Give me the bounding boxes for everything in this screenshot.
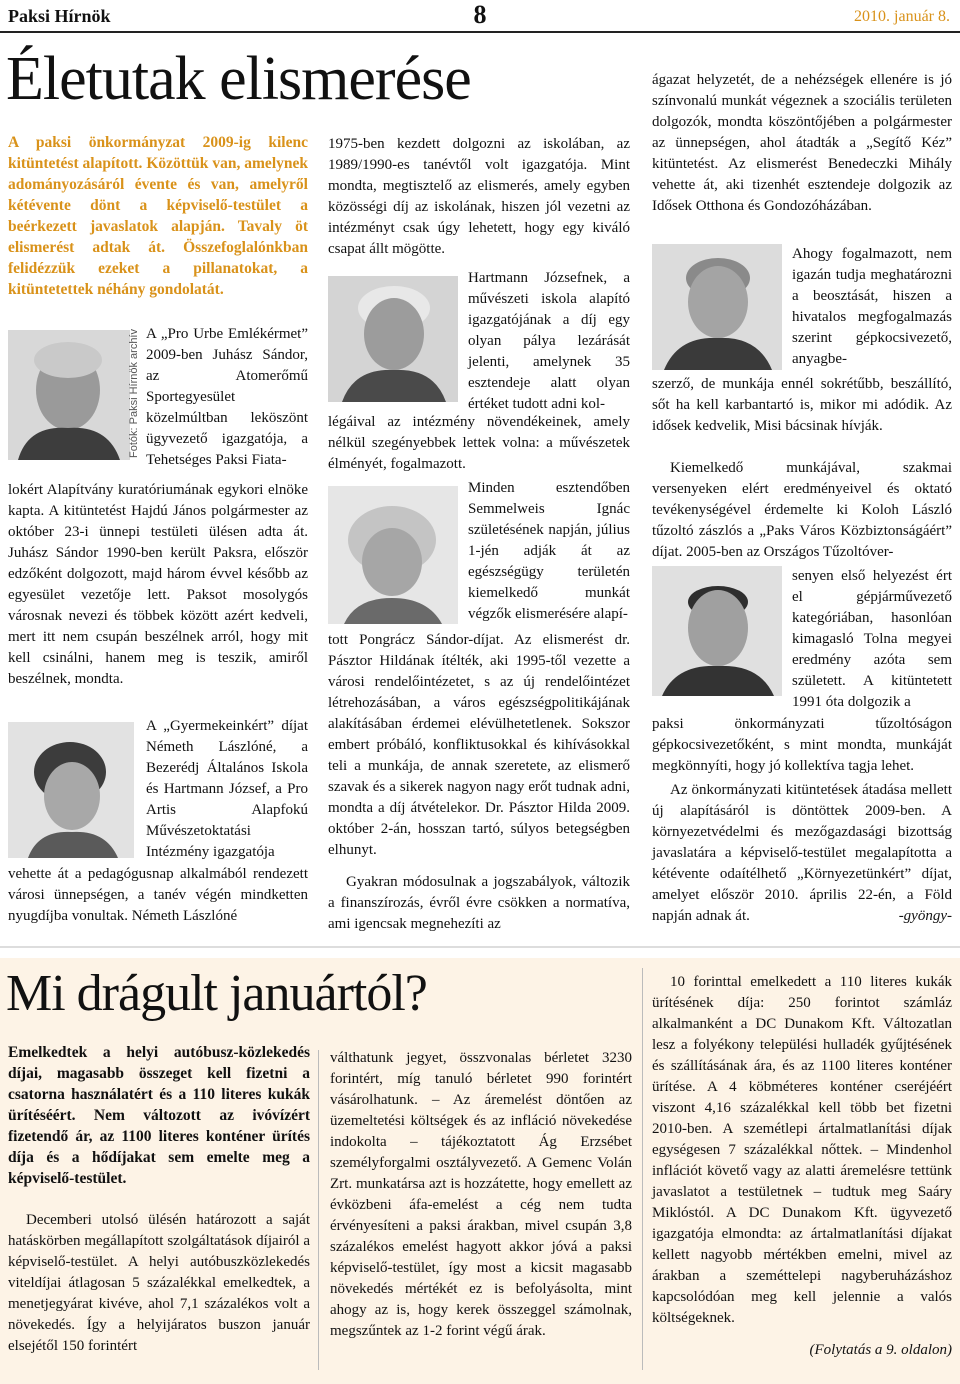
article1-col2-full1: légáival az intézmény növendékeinek, amely nélkül szegényebbek lettek volna: a művészetek élményét, fogalmazott. xyxy=(328,414,630,472)
article2-continued: (Folytatás a 9. oldalon) xyxy=(809,1342,952,1358)
article1-title: Életutak elismerése xyxy=(6,45,471,113)
article2-col1-body: Decemberi utolsó ülésén határozott a saját hatáskörben megállapított szolgáltatások díjairól a képviselő-testület. A helyi autóbuszközlekedés viteldíjai átlagosan 5 százalékkal emelkedtek, a menetjegyárat kivéve, ahol 7,1 százalékos volt a növekedés. Így a helyijáratos buszon január elsejétől 150 forintért xyxy=(8,1212,310,1354)
article1-col3-wrap1: Ahogy fogalmazott, nem igazán tudja meghatározni a beosztását, hiszen a hivatalos megfogalmazás szerint gépkocsivezető, anyagbe- xyxy=(792,246,952,367)
article-separator xyxy=(0,946,960,948)
header-rule xyxy=(0,31,960,33)
article1-col3-wrap2: senyen első helyezést ért el gépjárművezető kategóriában, hasonlóan kimagasló Tolna megyei eredmény azóta sem született. A kitüntetett 1991 óta dolgozik a xyxy=(792,568,952,710)
photo-pasztor-hilda xyxy=(328,486,458,624)
photo-credit: Fotók: Paksi Hírnök archív xyxy=(128,329,140,458)
photo-nemeth-laszlone xyxy=(8,722,134,858)
photo-koloh-laszlo xyxy=(652,566,782,696)
article1-col2-wrap2: Minden esztendőben Semmelweis Ignác születésének napján, július 1-jén adják át az egészségügy területén kiemelkedő munkát végzők elismerésére alapí- xyxy=(468,480,630,622)
article1-col2-top: 1975-ben kezdett dolgozni az iskolában, az 1989/1990-es tanévtől volt igazgatója. Mint mondta, megtisztelő az elismerés, amely egyben közösségi díj az iskolának, hiszen jól vezetni az intézményt csak úgy lehetett, hogy egy kiváló csapat állt mögötte. xyxy=(328,136,630,257)
article1-col1-full2: vehette át a pedagógusnap alkalmából rendezett városi ünnepségen, a tanév végén mindketten nyugdíjba vonultak. Németh Lászlóné xyxy=(8,866,308,924)
article1-col1-wrap1: A „Pro Urbe Emlékérmet” 2009-ben Juhász Sándor, az Atomerőmű Sportegyesület közelmúltban leköszönt ügyvezető igazgatója, a Tehetséges Paksi Fiata- xyxy=(146,326,308,468)
article1-col3-full2: Kiemelkedő munkájával, szakmai versenyeken elért eredményeivel és oktató tevékenységével érdemelte ki Koloh László tűzoltó zászlós a „Paks Város Közbiztonságáért” díjat. 2005-ben az Országos Tűzoltóver- xyxy=(652,460,952,560)
photo-hartmann-jozsef xyxy=(328,276,458,402)
article2-col3-body: 10 forinttal emelkedett a 110 literes kukák ürítésének díja: 250 forintot számláz alkalmanként a DC Dunakom Kft. Változatlan lesz a folyékony települési hulladék gyűjtésének és szállításának ára, és az 1100 literes konténer ürítése. A 4 köbméteres konténer cseréjéért viszont 4,16 százalékkal kell több bet fizetni 2010-ben. A szemétlepi ártalmatlanítási díjak egységesen 7 százalékkal nőttek. – Mindenhol inflációt követő vagy az alatti áremelésre tettünk javaslatot a testületnek – tudtuk meg Saáry Miklóstól. A DC Dunakom Kft. ügyvezető igazgatója elmondta: az ártalmatlanítási díjakat kellett nagyobb mértékben emelni, mivel az árakban a szeméttelepi nagyberuházáshoz kapcsolódóan meg kell jelennie a valós költségeknek. xyxy=(652,974,952,1326)
article1-col3-full3: paksi önkormányzati tűzoltóságon gépkocsivezetőként, s mint mondta, munkáját megkönnyíti, hogy jó kollektíva tagja lehet. xyxy=(652,716,952,774)
article2-lead: Emelkedtek a helyi autóbusz-közlekedés díjai, magasabb összeget kell fizetni a csatorna használatért és a 110 literes kukák ürítéséért. Nem változott az ivóvízért fizetendő ár, az 1100 literes konténer ürítés díja és a hődíjakat sem emelte meg a képviselő-testület. xyxy=(8,1044,310,1187)
article1-col1-wrap2: A „Gyermekeinkért” díjat Németh Lászlóné, a Bezerédj Általános Iskola és Hartmann József, a Pro Artis Alapfokú Művészetoktatási Intézmény igazgatója xyxy=(146,718,308,860)
issue-date: 2010. január 8. xyxy=(854,8,950,25)
article1-col2-full3: Gyakran módosulnak a jogszabályok, változik a finanszírozás, évről évre csökken a normatíva, ami igencsak megnehezíti az xyxy=(328,874,630,932)
article2-column-rule-2 xyxy=(642,968,643,1370)
article1-col2-full2: tott Pongrácz Sándor-díjat. Az elismerést dr. Pásztor Hildának ítélték, aki 1995-től vezette a városi rendelőintézetet, s az új rendelőintézet létrehozásában, a város egészségpolitikájának alakításában érdemei elévülhetetlenek. Sokszor embert próbáló, konfliktusokkal és kihívásokkal teli a munkája, de annak szeretete, az elismerő szavak és a sikerek nagyon nagy erőt tudnak adni, mondta a díj átvételekor. Dr. Pásztor Hilda 2009. október 2-án, hosszan tartó, súlyos betegségben elhunyt. xyxy=(328,632,630,858)
page-header xyxy=(0,0,960,30)
article1-col3-top: ágazat helyzetét, de a nehézségek ellenére is jó színvonalú munkát végeznek a szociális területen dolgozók, mondta köszöntőjében a polgármester az ünnepségen, ahol átadták a „Segítő Kéz” kitüntetést. Az elismerést Benedeczki Mihály vehette át, aki tizenhét esztendeje dolgozik az Idősek Otthona és Gondozóházában. xyxy=(652,72,952,214)
page-number: 8 xyxy=(473,0,487,29)
article1-col2-wrap1: Hartmann Józsefnek, a művészeti iskola alapító igazgatójának a díj egy olyan pálya lezárását jelenti, amelynek 35 esztendeje alatt olyan értéket tudott adni kol- xyxy=(468,270,630,412)
publication-name: Paksi Hírnök xyxy=(8,6,111,26)
photo-juhasz-sandor xyxy=(8,330,130,460)
photo-benedeczki-mihaly xyxy=(652,244,782,370)
article1-col3-full4: Az önkormányzati kitüntetések átadása mellett új alapításáról is döntöttek 2009-ben. A környezetvédelmi és mezőgazdasági bizottság javaslatára a képviselő-testület megalapította a kétévente odaítélhető „Környezetünkért” díjat, amelyet először 2010. április 22-én, a Föld napján adnak át. xyxy=(652,782,952,924)
article1-col3-full1: szerző, de munkája ennél sokrétűbb, beszállító, sőt ha kell karbantartó is, mikor mi adódik. Az idősek kedvelik, Misi bácsinak hívják. xyxy=(652,376,952,434)
article1-col1-full1: lokért Alapítvány kuratóriumának egykori elnöke kapta. A kitüntetést Hajdú János polgármester az október 23-i ünnepi testületi ülésen adta át. Juhász Sándor 1990-ben került Paksra, először edzőként dolgozott, majd három évvel később az egyesület vezetője lett. Paksot mosolygós városnak nevezi és többek között azért kedveli, mert itt nem csupán beszélnek arról, hogy mit kell csinálni, hanem meg is teszik, amiről beszélnek, mondta. xyxy=(8,482,308,687)
article2-column-rule-1 xyxy=(318,1050,319,1370)
article2-col2-body: válthatunk jegyet, összvonalas bérletet 3230 forintért, míg tanuló bérletet 990 forintért vásárolhatunk. – Az áremelést döntően az üzemeltetési költségek és az infláció növekedése indokolta – tájékoztatott Ág Erzsébet személyforgalmi osztályvezető. A Gemenc Volán Zrt. munkatársa azt is hozzátette, hogy emellett az évközbeni áfa-emelést a cég nem tudta érvényesíteni a paksi árakban, mivel csupán 3,8 százalékos emelést hagyott akkor jóvá a paksi képviselő-testület, így most a kicsit magasabb növekedés mértékét ez is befolyásolta, mint ahogy az is, hogy kerek összeggel számolnak, megszűntek az 1-2 forint végű árak. xyxy=(330,1050,632,1339)
article1-lead: A paksi önkormányzat 2009-ig kilenc kitüntetést alapított. Közöttük van, amelynek adományozásáról évente és van, amelyről kétévente dönt a képviselő-testület a beérkezett javaslatok alapján. Tavaly öt elismerést adtak át. Összefoglalónkban felidézzük ezeket a pillanatokat, a kitüntetettek néhány gondolatát. xyxy=(8,134,308,298)
article2-title: Mi drágult januártól? xyxy=(6,965,427,1022)
article1-signature: -gyöngy- xyxy=(898,908,952,924)
